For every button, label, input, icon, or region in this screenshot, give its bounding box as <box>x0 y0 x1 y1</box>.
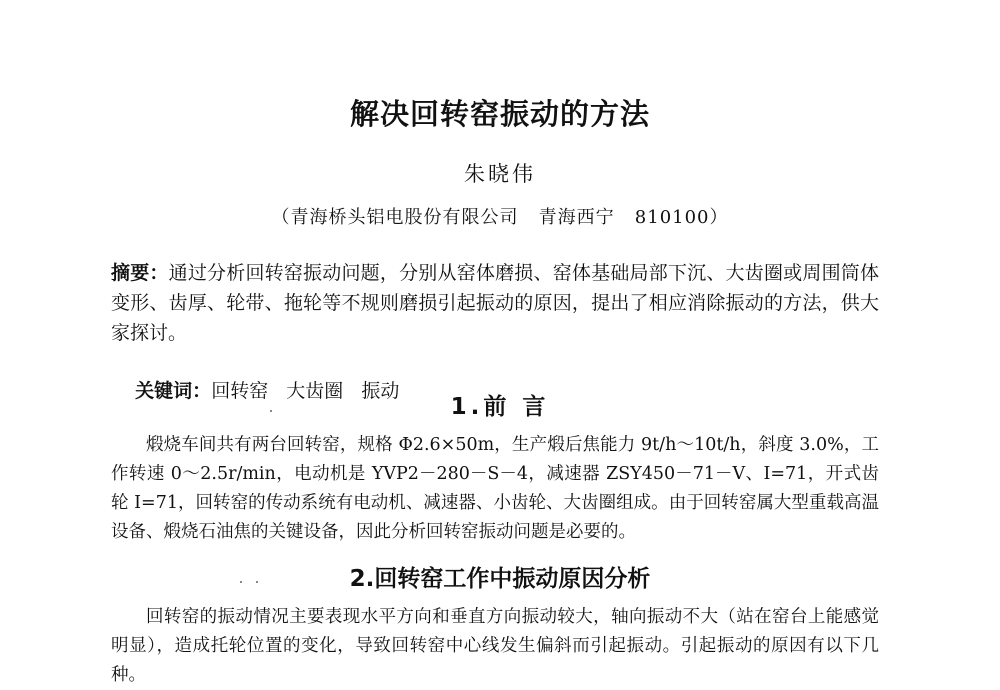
scan-speck <box>270 410 272 412</box>
section-heading-introduction: 1.前 言 <box>450 394 550 420</box>
abstract <box>111 258 879 348</box>
scan-speck <box>240 581 242 583</box>
paper-title: 解决回转窑振动的方法 <box>349 97 650 131</box>
keywords-label: 关键词： <box>135 380 212 402</box>
section-paragraph-introduction: 煅烧车间共有两台回转窑，规格 Φ2.6×50m，生产煅后焦能力 9t/h～10t/h，斜度 3.0%，工作转速 0～2.5r/min，电动机是 YVP2－280－S－4，减速器 ZSY450－71－V、I=71，开式齿轮 I=71，回转窑的传动系统有电动机、减速器、小齿轮、大齿圈组成。由于回转窑属大型重载高温设备、煅烧石油焦的关键设备，因此分析回转窑振动问题是必要的。 <box>111 435 879 542</box>
author-name: 朱晓伟 <box>464 162 536 186</box>
keywords-text: 回转窑 大齿圈 振动 <box>211 380 400 402</box>
section-heading-vibration-causes: 2.回转窑工作中振动原因分析 <box>349 566 651 592</box>
author-affiliation: （青海桥头铝电股份有限公司 青海西宁 810100） <box>271 207 729 228</box>
section-paragraph-vibration-causes: 回转窑的振动情况主要表现水平方向和垂直方向振动较大，轴向振动不大（站在窑台上能感觉明显），造成托轮位置的变化，导致回转窑中心线发生偏斜而引起振动。引起振动的原因有以下几种。 <box>111 607 879 685</box>
abstract-text: 通过分析回转窑振动问题，分别从窑体磨损、窑体基础局部下沉、大齿圈或周围筒体变形、齿厚、轮带、拖轮等不规则磨损引起振动的原因，提出了相应消除振动的方法，供大家探讨。 <box>111 262 879 344</box>
scan-speck <box>256 581 258 583</box>
abstract-label: 摘要： <box>111 262 169 284</box>
